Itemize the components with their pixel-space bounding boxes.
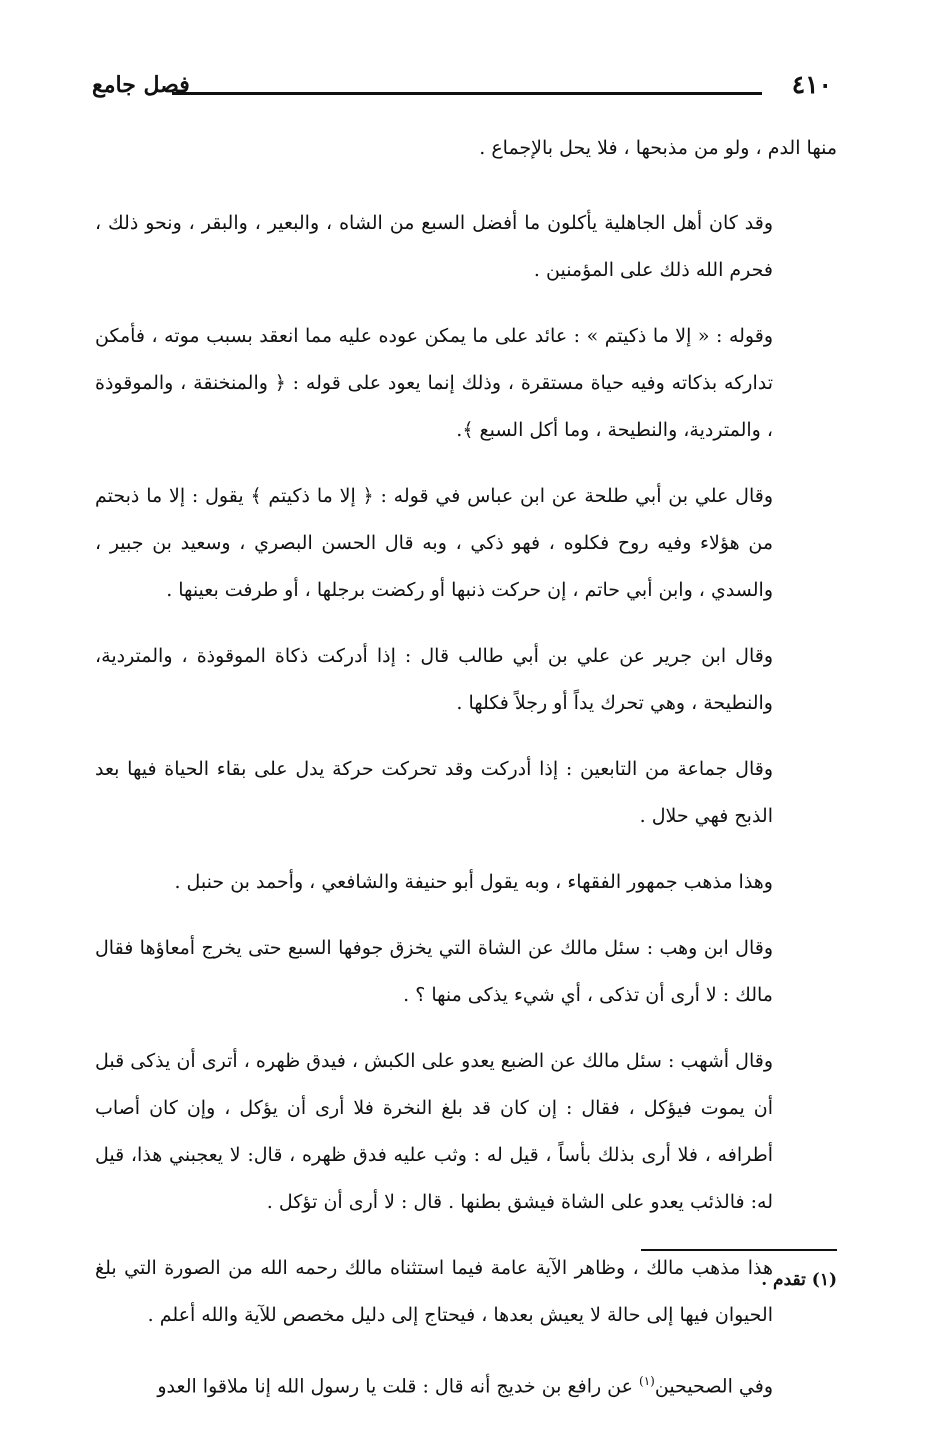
paragraph: وقوله : « إلا ما ذكيتم » : عائد على ما يمكن عوده عليه مما انعقد بسبب موته ، فأمكن تداركه بذكاته وفيه حياة مستقرة ، وذلك إنما يعود على قوله : ﴿ والمنخنقة ، والموقوذة ، والمتردية، والنطيحة ، وما أكل السبع ﴾. [95, 325, 773, 441]
page-body [95, 125, 837, 1429]
paragraph-text: عن رافع بن خديج أنه قال : قلت يا رسول الله إنا ملاقوا العدو [157, 1375, 640, 1398]
paragraph: وهذا مذهب جمهور الفقهاء ، وبه يقول أبو حنيفة والشافعي ، وأحمد بن حنبل . [174, 871, 773, 893]
header-rule [172, 92, 762, 95]
footnote-reference: (١) [639, 1374, 655, 1388]
paragraph: وقال جماعة من التابعين : إذا أدركت وقد تحركت حركة يدل على بقاء الحياة فيها بعد الذبح فهي حلال . [95, 758, 773, 827]
paragraph: وقال أشهب : سئل مالك عن الضبع يعدو على الكبش ، فيدق ظهره ، أترى أن يذكى قبل أن يموت فيؤكل ، فقال : إن كان قد بلغ النخرة فلا أرى أن يؤكل ، وإن كان أصاب أطرافه ، فلا أرى بذلك بأساً ، قيل له : وثب عليه فدق ظهره ، قال: لا يعجبني هذا، قيل له: فالذئب يعدو على الشاة فيشق بطنها . قال : لا أرى أن تؤكل . [95, 1050, 773, 1213]
page-header [92, 70, 832, 114]
chapter-title: فصل جامع [92, 72, 190, 98]
paragraph: هذا مذهب مالك ، وظاهر الآية عامة فيما استثناه مالك رحمه الله من الصورة التي بلغ الحيوان فيها إلى حالة لا يعيش بعدها ، فيحتاج إلى دليل مخصص للآية والله أعلم . [95, 1257, 773, 1326]
footnote-separator [641, 1249, 837, 1251]
footnote: (١) تقدم . [761, 1270, 837, 1290]
page-number: ٤١٠ [791, 70, 832, 99]
paragraph: وقال ابن جرير عن علي بن أبي طالب قال : إذا أدركت ذكاة الموقوذة ، والمتردية، والنطيحة ، وهي تحرك يداً أو رجلاً فكلها . [95, 645, 773, 714]
paragraph: وقال ابن وهب : سئل مالك عن الشاة التي يخزق جوفها السبع حتى يخرج أمعاؤها فقال مالك : لا أرى أن تذكى ، أي شيء يذكى منها ؟ . [95, 937, 773, 1006]
paragraph: منها الدم ، ولو من مذبحها ، فلا يحل بالإجماع . [479, 137, 837, 159]
paragraph: وقد كان أهل الجاهلية يأكلون ما أفضل السبع من الشاه ، والبعير ، والبقر ، ونحو ذلك ، فحرم الله ذلك على المؤمنين . [95, 212, 773, 281]
paragraph: وقال علي بن أبي طلحة عن ابن عباس في قوله : ﴿ إلا ما ذكيتم ﴾ يقول : إلا ما ذبحتم من هؤلاء وفيه روح فكلوه ، فهو ذكي ، وبه قال الحسن البصري ، وسعيد بن جبير ، والسدي ، وابن أبي حاتم ، إن حركت ذنبها أو ركضت برجلها ، أو طرفت بعينها . [95, 485, 773, 601]
paragraph-text: وفي الصحيحين [654, 1375, 773, 1398]
paragraph-with-footnote [95, 1358, 837, 1410]
